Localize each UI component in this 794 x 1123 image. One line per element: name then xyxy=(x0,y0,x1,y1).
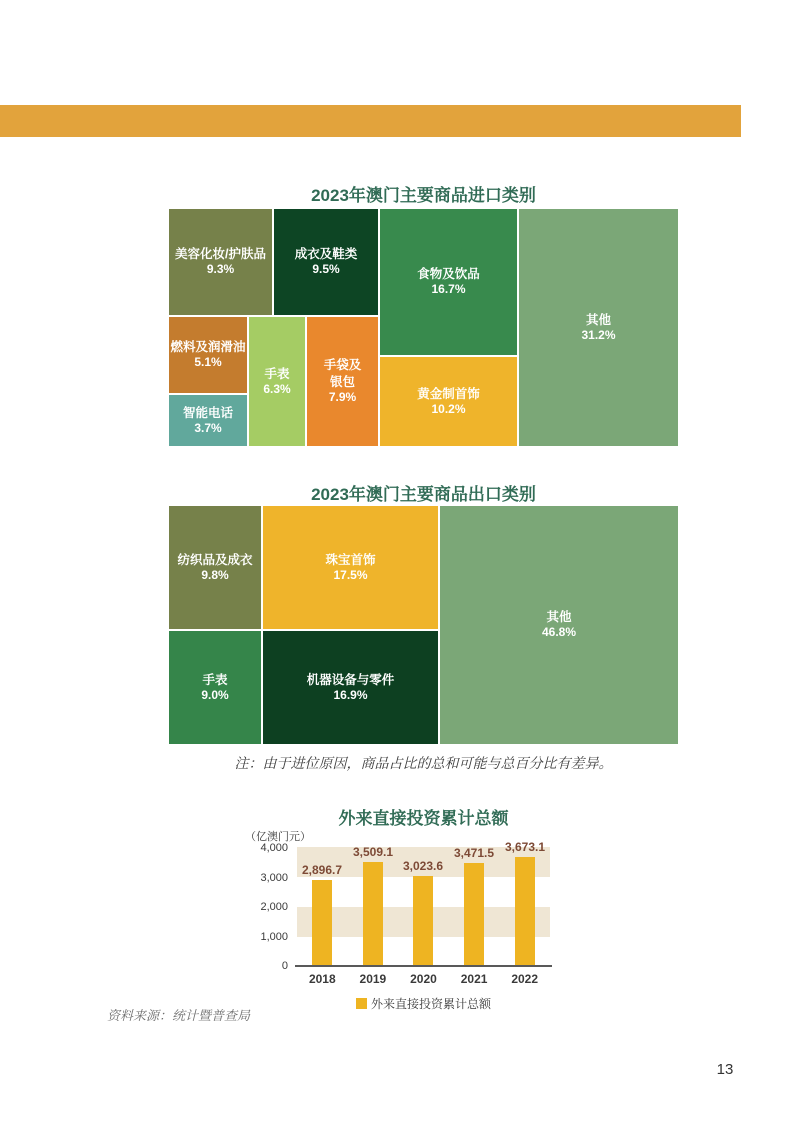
tile-gold-jewellery xyxy=(379,356,518,447)
bar-rect xyxy=(464,863,484,966)
tile-apparel-footwear xyxy=(273,208,379,316)
tile-food-beverages xyxy=(379,208,518,356)
tile-label: 纺织品及成衣 xyxy=(177,552,253,567)
tile-label: 手表 xyxy=(202,672,228,687)
x-axis-labels xyxy=(297,972,550,986)
y-tick-1000: 1,000 xyxy=(260,931,288,943)
bar-rect xyxy=(312,880,332,966)
tile-fuel-lubricants xyxy=(168,316,248,394)
tile-value: 9.0% xyxy=(201,687,229,702)
tile-value: 17.5% xyxy=(333,567,368,582)
x-tick-2021: 2021 xyxy=(460,972,488,986)
export-treemap xyxy=(168,505,679,745)
bar-rect xyxy=(413,876,433,966)
tile-value: 46.8% xyxy=(541,625,577,640)
x-tick-2019: 2019 xyxy=(359,972,387,986)
tile-machinery-parts xyxy=(262,630,439,745)
x-tick-2020: 2020 xyxy=(410,972,437,986)
tile-other-imports xyxy=(518,208,679,447)
tile-value: 6.3% xyxy=(263,381,291,396)
bar-rect xyxy=(363,862,383,966)
tile-label: 机器设备与零件 xyxy=(306,672,395,687)
export-treemap-title: 2023年澳门主要商品出口类别 xyxy=(311,485,536,504)
tile-handbags-wallets xyxy=(306,316,379,447)
tile-label: 手表 xyxy=(264,366,290,381)
y-axis-unit-label: （亿澳门元） xyxy=(245,831,311,843)
bar-value-label: 2,896.7 xyxy=(301,863,343,877)
tile-value: 16.9% xyxy=(333,687,368,702)
tile-label: 其他 xyxy=(585,312,611,327)
x-tick-2022: 2022 xyxy=(511,972,539,986)
tile-value: 9.8% xyxy=(201,567,229,582)
bar-value-label: 3,673.1 xyxy=(504,840,546,854)
tile-value: 5.1% xyxy=(194,355,222,370)
page-number: 13 xyxy=(716,1061,734,1078)
tile-label: 美容化妆/护肤品 xyxy=(175,247,266,262)
bar-value-label: 3,509.1 xyxy=(352,845,394,859)
bar-value-label: 3,023.6 xyxy=(402,859,444,873)
tile-value: 16.7% xyxy=(431,282,466,297)
tile-label: 其他 xyxy=(546,610,572,625)
tile-value: 10.2% xyxy=(431,401,466,416)
y-tick-2000: 2,000 xyxy=(260,901,288,913)
tile-watches-export xyxy=(168,630,262,745)
tile-label: 黄金制首饰 xyxy=(417,386,480,401)
plot-area xyxy=(297,840,550,966)
bar-value-label: 3,471.5 xyxy=(453,846,495,860)
accent-bar xyxy=(0,105,741,137)
tile-value: 3.7% xyxy=(194,420,222,435)
tile-label: 手袋及银包 xyxy=(323,358,362,389)
legend-label: 外来直接投资累计总额 xyxy=(370,997,491,1011)
bar-rect xyxy=(515,857,535,966)
tile-label: 珠宝首饰 xyxy=(325,552,376,567)
tile-label: 智能电话 xyxy=(182,405,233,420)
tile-other-exports xyxy=(439,505,679,745)
y-tick-3000: 3,000 xyxy=(260,872,288,884)
y-tick-0: 0 xyxy=(281,960,288,972)
fdi-bar-chart xyxy=(0,804,794,1034)
tile-value: 7.9% xyxy=(328,389,357,404)
import-treemap-title: 2023年澳门主要商品进口类别 xyxy=(311,186,536,205)
tile-smartphones xyxy=(168,394,248,447)
tile-jewellery xyxy=(262,505,439,630)
tile-label: 食物及饮品 xyxy=(417,267,480,282)
x-tick-2018: 2018 xyxy=(308,972,336,986)
bar-2022 xyxy=(495,840,555,966)
tile-cosmetics-skincare xyxy=(168,208,273,316)
rounding-note: 注：由于进位原因，商品占比的总和可能与总百分比有差异。 xyxy=(234,755,613,771)
bar-chart-title: 外来直接投资累计总额 xyxy=(338,809,509,828)
tile-label: 燃料及润滑油 xyxy=(170,340,246,355)
tile-value: 9.5% xyxy=(312,262,340,277)
tile-value: 31.2% xyxy=(581,327,616,342)
tile-label: 成衣及鞋类 xyxy=(294,247,358,262)
x-axis-line xyxy=(295,965,552,967)
import-treemap xyxy=(168,208,679,447)
tile-watches-import xyxy=(248,316,306,447)
data-source: 资料来源：统计暨普查局 xyxy=(107,1008,251,1023)
tile-value: 9.3% xyxy=(206,262,235,277)
tile-textiles-garments xyxy=(168,505,262,630)
legend-swatch xyxy=(356,998,367,1009)
y-tick-4000: 4,000 xyxy=(260,842,288,854)
